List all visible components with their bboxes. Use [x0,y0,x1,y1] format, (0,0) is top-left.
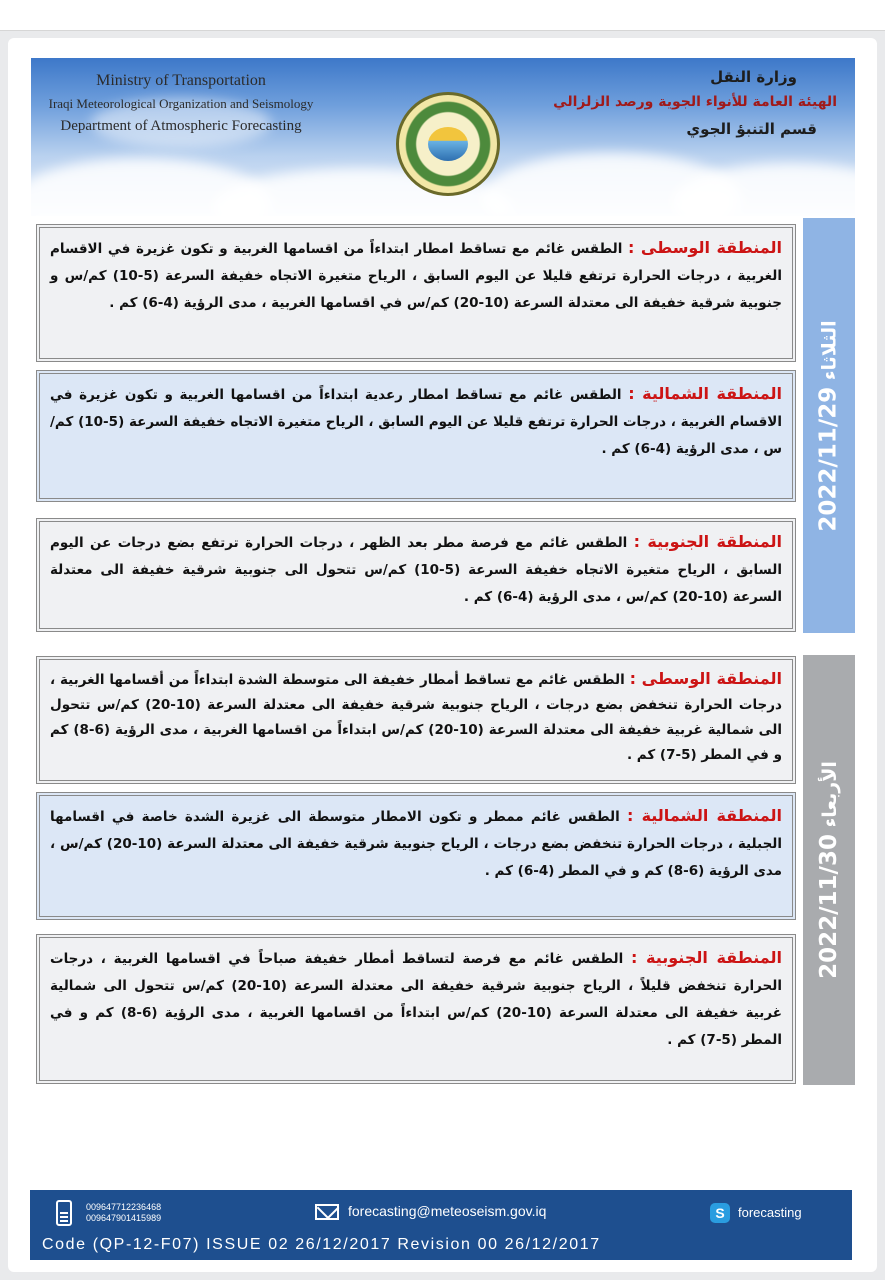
region-label: المنطقة الجنوبية : [633,532,782,551]
forecast-box-south [36,518,796,632]
organization-ar: الهيئة العامة للأنواء الجوية ورصد الزلزالي [553,94,837,110]
day-date-label [816,320,842,531]
phone-number: 009647901415989 [86,1213,162,1223]
sun-water-emblem-icon [428,127,468,161]
day-date-bar [803,218,855,633]
forecast-text: الطقس غائم مع فرصة لتساقط أمطار خفيفة صباحاً في اقسامها الغربية ، درجات الحرارة تنخفض قليلاً ، الرياح جنوبية شرقية خفيفة الى معتدلة السرعة (10-20) كم/س تتحول الى شمالية غربية خفيفة الى معتدلة السرعة (10-20) كم/س ابتداءاً من اقسامها الغربية ، مدى الرؤية (6-8) كم و في المطر (5-7) كم . [50,951,782,1048]
footer-bar [30,1190,852,1260]
region-label: المنطقة الشمالية : [628,384,783,403]
mail-icon [315,1204,339,1220]
skype-icon: S [710,1203,730,1223]
header-arabic [537,68,837,138]
day-date-label [816,761,842,979]
email-address: forecasting@meteoseism.gov.iq [348,1203,547,1219]
day-name: الأربعاء [819,761,842,828]
date-label: 2022/11/29 [816,386,843,532]
ministry-en: Ministry of Transportation [96,72,266,89]
region-label: المنطقة الجنوبية : [631,948,783,967]
document-code: Code (QP-12-F07) ISSUE 02 26/12/2017 Revision 00 26/12/2017 [42,1236,601,1253]
forecast-box-central [36,656,796,784]
phone-icon [56,1200,72,1226]
day-name: الثلاثاء [819,319,842,380]
forecast-box-south [36,934,796,1084]
organization-en: Iraqi Meteorological Organization and Seismology [48,96,314,111]
department-en: Department of Atmospheric Forecasting [60,118,302,134]
ministry-ar: وزارة النقل [710,68,797,86]
forecast-box-north [36,792,796,920]
region-label: المنطقة الوسطى : [629,669,782,688]
top-strip [0,0,885,31]
forecast-text: الطقس غائم مع تساقط امطار رعدية ابتداءاً من اقسامها الغربية و تكون غزيرة في الاقسام الغربية ، درجات الحرارة ترتفع قليلا عن اليوم السابق ، الرياح متغيرة الاتجاه خفيفة السرعة (5-10) كم/س ، مدى الرؤية (4-6) كم . [50,387,782,457]
forecast-text: الطقس غائم مع فرصة مطر بعد الظهر ، درجات الحرارة ترتفع بضع درجات عن اليوم السابق ، الرياح متغيرة الاتجاه خفيفة السرعة (5-10) كم/س تتحول الى جنوبية شرقية خفيفة الى معتدلة السرعة (10-20) كم/س ، مدى الرؤية (4-6) كم . [50,535,782,605]
phone-number: 009647712236468 [86,1202,162,1212]
forecast-box-north [36,370,796,502]
date-label: 2022/11/30 [816,834,843,979]
organization-logo [396,92,500,196]
day-date-bar [803,655,855,1085]
phone-numbers [86,1202,161,1224]
header-banner [31,58,855,216]
region-label: المنطقة الشمالية : [627,806,783,825]
forecast-text: الطقس غائم مع تساقط أمطار خفيفة الى متوسطة الشدة ابتداءاً من أقسامها الغربية ، درجات الحرارة تنخفض بضع درجات ، الرياح جنوبية شرقية خفيفة الى معتدلة السرعة (10-20) كم/س تتحول الى شمالية غربية خفيفة الى معتدلة السرعة (10-20) كم/س ابتداءاً من اقسامها الغربية ، مدى الرؤية (6-8) كم و في المطر (5-7) كم . [50,672,782,763]
skype-handle: forecasting [738,1205,802,1220]
forecast-box-central [36,224,796,362]
forecast-text: الطقس غائم ممطر و تكون الامطار متوسطة الى غزيرة الشدة خاصة في اقسامها الجبلية ، درجات الحرارة تنخفض بضع درجات ، الرياح جنوبية شرقية خفيفة الى معتدلة السرعة (10-20) كم/س ، مدى الرؤية (6-8) كم و في المطر (4-6) كم . [50,809,782,879]
forecast-text: الطقس غائم مع تساقط امطار ابتداءاً من اقسامها الغربية و تكون غزيرة في الاقسام الغربية ، درجات الحرارة ترتفع قليلا عن اليوم السابق ، الرياح متغيرة الاتجاه خفيفة السرعة (5-10) كم/س و جنوبية شرقية خفيفة الى معتدلة السرعة (10-20) كم/س في اقسامها الغربية ، مدى الرؤية (4-6) كم . [50,241,783,311]
region-label: المنطقة الوسطى : [628,238,783,257]
header-english [31,72,331,135]
department-ar: قسم التنبؤ الجوي [686,120,817,138]
